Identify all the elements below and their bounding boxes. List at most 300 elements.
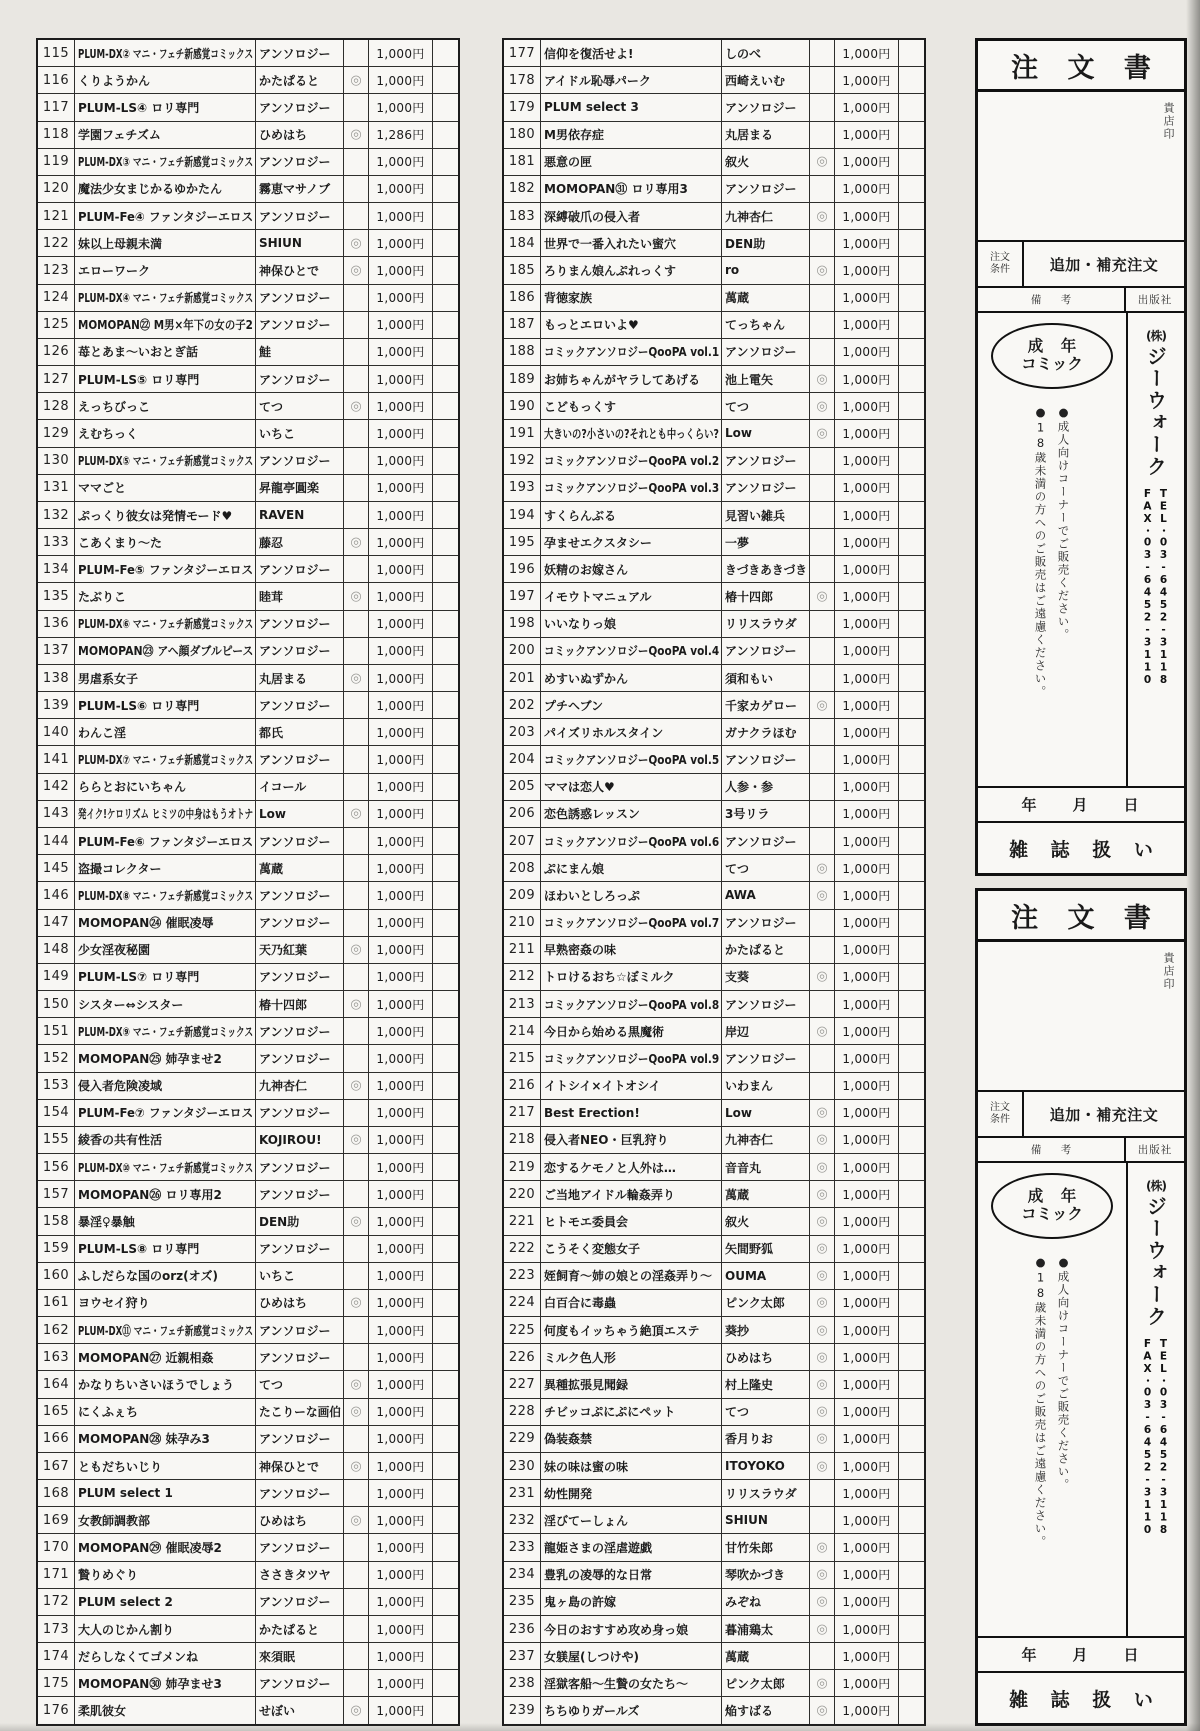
row-price: 1,000円 [369, 937, 433, 963]
table-row [38, 1643, 458, 1670]
row-price: 1,000円 [369, 665, 433, 691]
row-price: 1,000円 [835, 882, 899, 908]
order-form-content [978, 1163, 1184, 1636]
publisher-name: ジーウォーク [1143, 346, 1168, 478]
row-price: 1,000円 [835, 801, 899, 827]
row-author: アンソロジー [722, 339, 810, 365]
row-mark: ◎ [810, 1426, 835, 1452]
table-row [38, 828, 458, 855]
table-row [504, 1100, 924, 1127]
row-price: 1,000円 [369, 1480, 433, 1506]
row-price: 1,000円 [835, 203, 899, 229]
row-price: 1,000円 [369, 475, 433, 501]
row-no: 178 [504, 67, 541, 93]
table-row [38, 94, 458, 121]
row-price: 1,000円 [835, 855, 899, 881]
quantity-box [433, 1534, 458, 1560]
row-no: 160 [38, 1263, 75, 1289]
table-row [38, 1263, 458, 1290]
row-price: 1,000円 [835, 94, 899, 120]
row-mark: ◎ [810, 1127, 835, 1153]
row-title: コミックアンソロジーQooPA vol.2 [541, 448, 722, 474]
table-row [504, 502, 924, 529]
row-price: 1,000円 [835, 638, 899, 664]
row-mark: ◎ [344, 991, 369, 1017]
quantity-box [899, 583, 924, 609]
row-mark: ◎ [810, 1697, 835, 1723]
row-mark [344, 1045, 369, 1071]
row-no: 169 [38, 1507, 75, 1533]
order-form-block [975, 888, 1187, 1726]
table-row [38, 1534, 458, 1561]
row-mark [810, 448, 835, 474]
row-title: PLUM-LS④ ロリ専門 [75, 94, 256, 120]
row-author: アンソロジー [722, 94, 810, 120]
row-author: アンソロジー [256, 692, 344, 718]
row-no: 224 [504, 1290, 541, 1316]
row-title: いいなりっ娘 [541, 611, 722, 637]
row-no: 157 [38, 1181, 75, 1207]
table-row [504, 910, 924, 937]
row-title: PLUM select 2 [75, 1589, 256, 1615]
row-no: 131 [38, 475, 75, 501]
table-row [504, 1154, 924, 1181]
row-title: PLUM-LS⑤ ロリ専門 [75, 366, 256, 392]
row-mark [344, 1236, 369, 1262]
row-author: 音音丸 [722, 1154, 810, 1180]
row-mark: ◎ [344, 1208, 369, 1234]
row-price: 1,000円 [835, 1562, 899, 1588]
table-row [38, 312, 458, 339]
row-mark: ◎ [810, 1589, 835, 1615]
quantity-box [899, 991, 924, 1017]
table-row [504, 1670, 924, 1697]
table-row [38, 1371, 458, 1398]
table-row [504, 1045, 924, 1072]
row-price: 1,000円 [369, 1317, 433, 1343]
table-row [38, 529, 458, 556]
table-row [38, 991, 458, 1018]
row-no: 208 [504, 855, 541, 881]
table-row [38, 638, 458, 665]
row-mark: ◎ [810, 149, 835, 175]
row-author: 叙火 [722, 149, 810, 175]
row-mark: ◎ [344, 257, 369, 283]
row-mark: ◎ [810, 257, 835, 283]
row-no: 136 [38, 611, 75, 637]
row-author: 甘竹朱郎 [722, 1534, 810, 1560]
row-title: ともだちいじり [75, 1453, 256, 1479]
row-title: 恋色誘惑レッスン [541, 801, 722, 827]
row-mark: ◎ [344, 529, 369, 555]
row-mark [344, 312, 369, 338]
table-row [504, 203, 924, 230]
row-no: 210 [504, 910, 541, 936]
row-title: 大きいの?小さいの?それとも中っくらい? [541, 420, 722, 446]
table-row [504, 1453, 924, 1480]
quantity-box [899, 1208, 924, 1234]
table-row [38, 719, 458, 746]
row-mark [344, 285, 369, 311]
row-title: 学園フェチズム [75, 122, 256, 148]
publisher-cell [1128, 1163, 1184, 1636]
row-mark [344, 1480, 369, 1506]
remarks-header: 備 考 [978, 1138, 1126, 1161]
row-mark [344, 1154, 369, 1180]
row-no: 192 [504, 448, 541, 474]
row-author: アンソロジー [256, 1018, 344, 1044]
row-title: 世界で一番入れたい蜜穴 [541, 230, 722, 256]
publisher-contact [1140, 1338, 1173, 1537]
row-title: こあくまり〜た [75, 529, 256, 555]
row-no: 174 [38, 1643, 75, 1669]
row-author: 千家カゲロー [722, 692, 810, 718]
row-no: 194 [504, 502, 541, 528]
quantity-box [433, 40, 458, 66]
table-row [38, 1453, 458, 1480]
row-price: 1,000円 [835, 1426, 899, 1452]
quantity-box [899, 529, 924, 555]
row-author: たこりーな画伯 [256, 1399, 344, 1425]
row-no: 234 [504, 1562, 541, 1588]
quantity-box [899, 1045, 924, 1071]
row-author: アンソロジー [256, 1426, 344, 1452]
row-price: 1,000円 [835, 230, 899, 256]
row-mark [344, 1344, 369, 1370]
row-price: 1,000円 [835, 1480, 899, 1506]
table-row [504, 1589, 924, 1616]
row-no: 168 [38, 1480, 75, 1506]
row-title: 背徳家族 [541, 285, 722, 311]
quantity-box [433, 1181, 458, 1207]
row-price: 1,000円 [369, 1045, 433, 1071]
row-price: 1,000円 [369, 257, 433, 283]
quantity-box [433, 937, 458, 963]
row-title: MOMOPAN㉓ アヘ顔ダブルピース [75, 638, 256, 664]
row-author: Low [722, 1100, 810, 1126]
row-title: 淫びてーしょん [541, 1507, 722, 1533]
row-title: にくふぇち [75, 1399, 256, 1425]
row-author: リリスラウダ [722, 1480, 810, 1506]
table-row [38, 1073, 458, 1100]
table-row [38, 420, 458, 447]
table-row [504, 1480, 924, 1507]
row-author: アンソロジー [256, 910, 344, 936]
quantity-box [899, 556, 924, 582]
row-no: 134 [38, 556, 75, 582]
row-mark: ◎ [810, 1344, 835, 1370]
row-mark [344, 774, 369, 800]
row-no: 150 [38, 991, 75, 1017]
table-row [38, 964, 458, 991]
row-price: 1,000円 [835, 665, 899, 691]
row-price: 1,000円 [835, 122, 899, 148]
row-author: てつ [256, 1371, 344, 1397]
row-title: 白百合に毒蟲 [541, 1290, 722, 1316]
row-author: アンソロジー [722, 991, 810, 1017]
row-title: MOMOPAN㉘ 妹孕み3 [75, 1426, 256, 1452]
row-mark [344, 1181, 369, 1207]
row-author: 鮭 [256, 339, 344, 365]
row-title: 深縛破爪の侵入者 [541, 203, 722, 229]
row-price: 1,000円 [835, 1697, 899, 1723]
row-price: 1,000円 [369, 1181, 433, 1207]
quantity-box [433, 964, 458, 990]
quantity-box [433, 393, 458, 419]
quantity-box [433, 67, 458, 93]
row-mark: ◎ [810, 1263, 835, 1289]
row-author: アンソロジー [256, 312, 344, 338]
row-author: 藤忍 [256, 529, 344, 555]
order-condition-value: 追加・補充注文 [1049, 1105, 1159, 1124]
row-title: めすいぬずかん [541, 665, 722, 691]
row-title: 柔肌彼女 [75, 1697, 256, 1723]
row-author: ひめはち [256, 1290, 344, 1316]
table-row [38, 774, 458, 801]
row-mark: ◎ [810, 1371, 835, 1397]
row-no: 181 [504, 149, 541, 175]
row-no: 116 [38, 67, 75, 93]
publisher-cell [1128, 313, 1184, 786]
quantity-box [899, 937, 924, 963]
row-price: 1,000円 [835, 910, 899, 936]
table-row [504, 801, 924, 828]
row-mark [344, 882, 369, 908]
table-row [504, 1181, 924, 1208]
quantity-box [433, 611, 458, 637]
table-row [504, 882, 924, 909]
row-price: 1,000円 [835, 746, 899, 772]
row-price: 1,000円 [835, 149, 899, 175]
quantity-box [433, 475, 458, 501]
row-author: アンソロジー [256, 1100, 344, 1126]
remarks-cell [978, 313, 1128, 786]
table-row [38, 556, 458, 583]
row-mark [810, 665, 835, 691]
row-no: 138 [38, 665, 75, 691]
row-author: 村上隆史 [722, 1371, 810, 1397]
row-title: PLUM-DX⑨ マニ・フェチ新感覚コミックス [75, 1018, 256, 1044]
row-price: 1,000円 [369, 1371, 433, 1397]
row-title: かなりちいさいほうでしょう [75, 1371, 256, 1397]
row-price: 1,000円 [369, 40, 433, 66]
row-author: 岸辺 [722, 1018, 810, 1044]
table-row [38, 1562, 458, 1589]
quantity-box [899, 420, 924, 446]
quantity-box [433, 1263, 458, 1289]
table-row [38, 1589, 458, 1616]
row-mark: ◎ [344, 1127, 369, 1153]
row-title: MOMOPAN㉒ M男×年下の女の子2 [75, 312, 256, 338]
row-mark [810, 611, 835, 637]
date-row: 年 月 日 [978, 1636, 1184, 1671]
row-price: 1,000円 [369, 1344, 433, 1370]
table-row [504, 1616, 924, 1643]
row-author: きづきあきづき [722, 556, 810, 582]
row-title: 綾香の共有性活 [75, 1127, 256, 1153]
row-no: 167 [38, 1453, 75, 1479]
tel-number: TEL・03-6452-3118 [1157, 1338, 1170, 1537]
row-author: アンソロジー [256, 882, 344, 908]
order-condition-row [978, 242, 1184, 288]
row-author: 琴吹かづき [722, 1562, 810, 1588]
row-title: PLUM-Fe⑤ ファンタジーエロス [75, 556, 256, 582]
row-no: 220 [504, 1181, 541, 1207]
row-price: 1,000円 [835, 1100, 899, 1126]
row-no: 233 [504, 1534, 541, 1560]
quantity-box [433, 1154, 458, 1180]
quantity-box [899, 855, 924, 881]
row-price: 1,000円 [835, 719, 899, 745]
table-row [504, 719, 924, 746]
table-row [38, 1344, 458, 1371]
row-mark [344, 1589, 369, 1615]
quantity-box [433, 583, 458, 609]
quantity-box [899, 502, 924, 528]
row-title: コミックアンソロジーQooPA vol.3 [541, 475, 722, 501]
quantity-box [899, 40, 924, 66]
row-title: PLUM-Fe⑦ ファンタジーエロス [75, 1100, 256, 1126]
row-price: 1,000円 [369, 774, 433, 800]
row-no: 236 [504, 1616, 541, 1642]
quantity-box [433, 1208, 458, 1234]
row-price: 1,000円 [835, 312, 899, 338]
row-price: 1,000円 [835, 1045, 899, 1071]
row-no: 162 [38, 1317, 75, 1343]
row-author: 人参・参 [722, 774, 810, 800]
row-no: 203 [504, 719, 541, 745]
row-author: 3号リラ [722, 801, 810, 827]
row-title: 妹の味は蜜の味 [541, 1453, 722, 1479]
row-no: 142 [38, 774, 75, 800]
row-mark [344, 746, 369, 772]
row-no: 165 [38, 1399, 75, 1425]
row-no: 117 [38, 94, 75, 120]
quantity-box [433, 529, 458, 555]
row-title: シスター⇔シスター [75, 991, 256, 1017]
order-condition-label: 注文 条件 [978, 242, 1024, 286]
row-mark [810, 910, 835, 936]
row-no: 209 [504, 882, 541, 908]
row-mark [344, 1100, 369, 1126]
row-title: MOMOPAN㉙ 催眠凌辱2 [75, 1534, 256, 1560]
table-row [38, 1290, 458, 1317]
table-row [504, 529, 924, 556]
row-no: 219 [504, 1154, 541, 1180]
row-no: 187 [504, 312, 541, 338]
row-mark [344, 611, 369, 637]
row-mark [810, 285, 835, 311]
table-row [38, 1399, 458, 1426]
table-row [504, 366, 924, 393]
quantity-box [899, 692, 924, 718]
table-row [504, 937, 924, 964]
quantity-box [899, 719, 924, 745]
row-title: Best Erection! [541, 1100, 722, 1126]
row-price: 1,000円 [369, 1154, 433, 1180]
row-author: 九神杏仁 [722, 203, 810, 229]
table-row [38, 1208, 458, 1235]
row-price: 1,000円 [369, 312, 433, 338]
quantity-box [433, 1371, 458, 1397]
row-price: 1,000円 [369, 339, 433, 365]
quantity-box [433, 1018, 458, 1044]
row-no: 211 [504, 937, 541, 963]
row-no: 159 [38, 1236, 75, 1262]
quantity-box [433, 1589, 458, 1615]
quantity-box [433, 94, 458, 120]
row-no: 195 [504, 529, 541, 555]
table-row [504, 312, 924, 339]
table-row [504, 556, 924, 583]
row-mark [810, 176, 835, 202]
table-row [38, 393, 458, 420]
row-no: 141 [38, 746, 75, 772]
row-no: 127 [38, 366, 75, 392]
quantity-box [899, 149, 924, 175]
quantity-box [433, 1480, 458, 1506]
table-row [504, 1263, 924, 1290]
row-author: しのべ [722, 40, 810, 66]
row-author: アンソロジー [256, 149, 344, 175]
row-no: 166 [38, 1426, 75, 1452]
row-price: 1,000円 [369, 1290, 433, 1316]
row-price: 1,000円 [369, 420, 433, 446]
quantity-box [899, 1616, 924, 1642]
row-author: アンソロジー [256, 638, 344, 664]
row-title: 今日から始める黒魔術 [541, 1018, 722, 1044]
row-author: OUMA [722, 1263, 810, 1289]
row-author: 叙火 [722, 1208, 810, 1234]
row-author: KOJIROU! [256, 1127, 344, 1153]
row-title: PLUM-DX⑧ マニ・フェチ新感覚コミックス [75, 882, 256, 908]
row-no: 125 [38, 312, 75, 338]
quantity-box [899, 203, 924, 229]
row-no: 184 [504, 230, 541, 256]
row-price: 1,000円 [835, 1127, 899, 1153]
row-price: 1,000円 [835, 176, 899, 202]
row-author: アンソロジー [256, 1236, 344, 1262]
row-no: 135 [38, 583, 75, 609]
row-title: こどもっくす [541, 393, 722, 419]
row-mark [344, 475, 369, 501]
row-price: 1,000円 [369, 991, 433, 1017]
quantity-box [899, 1127, 924, 1153]
row-no: 133 [38, 529, 75, 555]
row-no: 212 [504, 964, 541, 990]
table-row [38, 149, 458, 176]
quantity-box [899, 1154, 924, 1180]
row-mark: ◎ [344, 1697, 369, 1723]
row-title: プチヘブン [541, 692, 722, 718]
table-row [504, 176, 924, 203]
row-mark [810, 1643, 835, 1669]
adult-comic-stamp: 成 年 コミック [991, 323, 1113, 389]
row-no: 229 [504, 1426, 541, 1452]
table-row [38, 1045, 458, 1072]
row-author: みぞね [722, 1589, 810, 1615]
quantity-box [899, 1236, 924, 1262]
remarks-publisher-header [978, 1138, 1184, 1163]
row-mark [810, 339, 835, 365]
row-title: 発イク!ケロリズム ヒミツの中身はもうオトナ [75, 801, 256, 827]
row-title: パイズリホルスタイン [541, 719, 722, 745]
quantity-box [899, 746, 924, 772]
quantity-box [433, 1697, 458, 1723]
quantity-box [433, 719, 458, 745]
table-row [38, 203, 458, 230]
listing-table-middle [502, 38, 926, 1726]
